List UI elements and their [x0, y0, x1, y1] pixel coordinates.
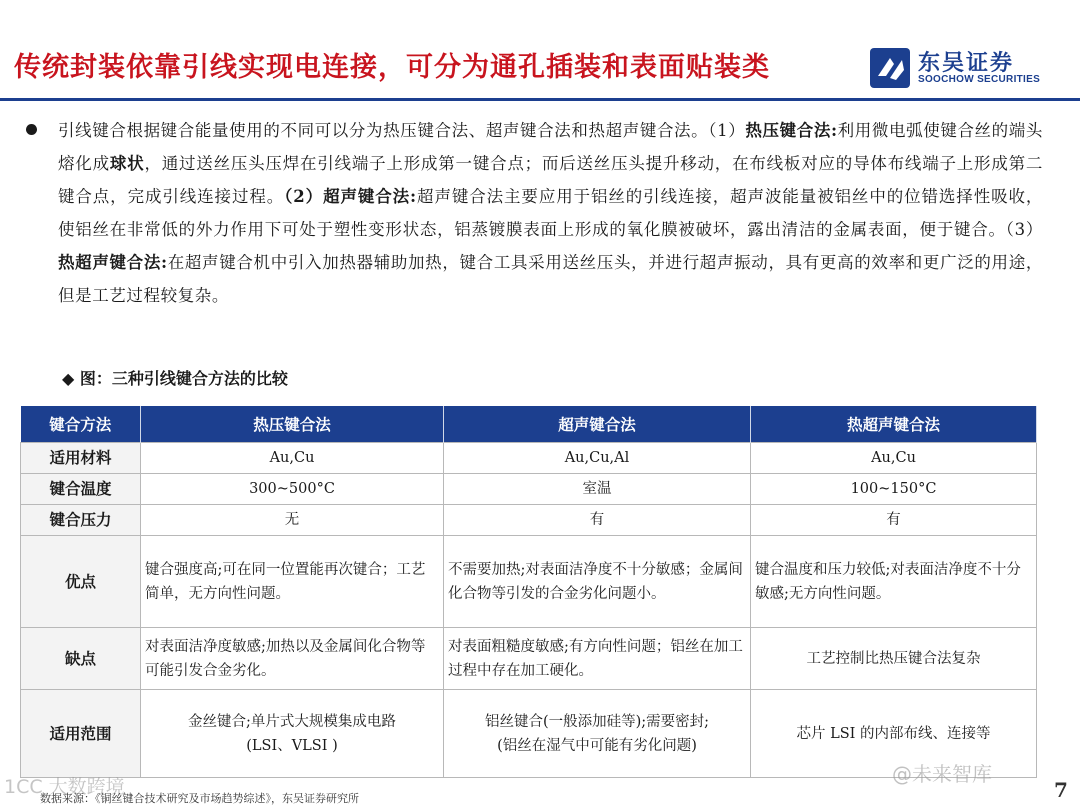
para-bold-2: 球状 [109, 154, 145, 173]
row-label: 优点 [21, 536, 141, 628]
table-cell: 对表面粗糙度敏感;有方向性问题；铝丝在加工过程中存在加工硬化。 [444, 628, 751, 690]
table-cell [444, 690, 751, 778]
logo-chinese-name: 东吴证券 [918, 51, 1015, 76]
para-bold-4: 热超声键合法: [58, 253, 168, 272]
para-bold-3: （2）超声键合法: [284, 187, 417, 206]
table-cell: 有 [444, 505, 751, 536]
cell-line: 铝丝键合(一般添加硅等);需要密封; [484, 713, 710, 730]
table-row [21, 474, 1037, 505]
table-row [21, 690, 1037, 778]
table-cell: 键合温度和压力较低;对表面洁净度不十分敏感;无方向性问题。 [751, 536, 1037, 628]
slide-title: 传统封装依靠引线实现电连接，可分为通孔插装和表面贴装类 [14, 52, 770, 83]
table-header-row [21, 406, 1037, 443]
company-logo [868, 46, 1068, 92]
header-ultrasonic: 超声键合法 [444, 406, 751, 443]
para-text-2: 利用微电弧使键合丝的端头熔化成 [58, 121, 1043, 173]
soochow-logo-icon [868, 46, 912, 90]
table-cell: 芯片 LSI 的内部布线、连接等 [751, 690, 1037, 778]
cell-line: (铝丝在湿气中可能有劣化问题) [497, 737, 697, 754]
table-cell: Au,Cu,Al [444, 443, 751, 474]
data-source-note: 数据来源：《铜丝键合技术研究及市场趋势综述》，东吴证券研究所 [40, 792, 359, 805]
header-divider [0, 98, 1080, 101]
table-row [21, 536, 1037, 628]
table-row [21, 628, 1037, 690]
figure-caption: ◆ 图：三种引线键合方法的比较 [62, 369, 288, 388]
table-cell: 工艺控制比热压键合法复杂 [751, 628, 1037, 690]
table-cell: 键合强度高;可在同一位置能再次键合；工艺简单，无方向性问题。 [141, 536, 444, 628]
table-cell: 300~500°C [141, 474, 444, 505]
watermark-left: 1CC 大数跨境 [4, 776, 125, 798]
table-cell: 无 [141, 505, 444, 536]
page-number: 7 [1054, 778, 1068, 802]
table-cell [141, 690, 444, 778]
row-label: 缺点 [21, 628, 141, 690]
table-row [21, 505, 1037, 536]
table-cell: 不需要加热;对表面洁净度不十分敏感；金属间化合物等引发的合金劣化问题小。 [444, 536, 751, 628]
table-cell: 100~150°C [751, 474, 1037, 505]
table-cell: Au,Cu [141, 443, 444, 474]
watermark-right: @未来智库 [892, 762, 992, 786]
slide-header [0, 0, 1080, 100]
para-text-4: 超声键合法主要应用于铝丝的引线连接，超声波能量被铝丝中的位错选择性吸收，使铝丝在非常低的外力作用下可处于塑性变形状态，铝蒸镀膜表面上形成的氧化膜被破坏，露出清洁的金属表面，便于键合。（3） [58, 187, 1043, 239]
para-text-5: 在超声键合机中引入加热器辅助加热，键合工具采用送丝压头，并进行超声振动，具有更高的效率和更广泛的用途，但是工艺过程较复杂。 [58, 253, 1043, 305]
logo-english-name: SOOCHOW SECURITIES [918, 74, 1041, 85]
cell-line: (LSI、VLSI ) [246, 737, 338, 754]
table-cell: 对表面洁净度敏感;加热以及金属间化合物等可能引发合金劣化。 [141, 628, 444, 690]
cell-line: 金丝键合;单片式大规模集成电路 [188, 713, 396, 730]
para-text-3: ，通过送丝压头压焊在引线端子上形成第一键合点；而后送丝压头提升移动，在布线板对应的导体布线端子上形成第二键合点，完成引线连接过程。 [58, 154, 1044, 206]
bullet-icon [26, 124, 37, 135]
header-thermosonic: 热超声键合法 [751, 406, 1037, 443]
row-label: 适用范围 [21, 690, 141, 778]
table-row [21, 443, 1037, 474]
row-label: 键合温度 [21, 474, 141, 505]
table-cell: Au,Cu [751, 443, 1037, 474]
comparison-table [20, 406, 1037, 778]
table-cell: 有 [751, 505, 1037, 536]
row-label: 键合压力 [21, 505, 141, 536]
header-thermocompression: 热压键合法 [141, 406, 444, 443]
header-method: 键合方法 [21, 406, 141, 443]
table-cell: 室温 [444, 474, 751, 505]
row-label: 适用材料 [21, 443, 141, 474]
para-text-1: 引线键合根据键合能量使用的不同可以分为热压键合法、超声键合法和热超声键合法。（1） [58, 121, 746, 140]
body-paragraph [58, 114, 1043, 312]
para-bold-1: 热压键合法: [745, 121, 838, 140]
